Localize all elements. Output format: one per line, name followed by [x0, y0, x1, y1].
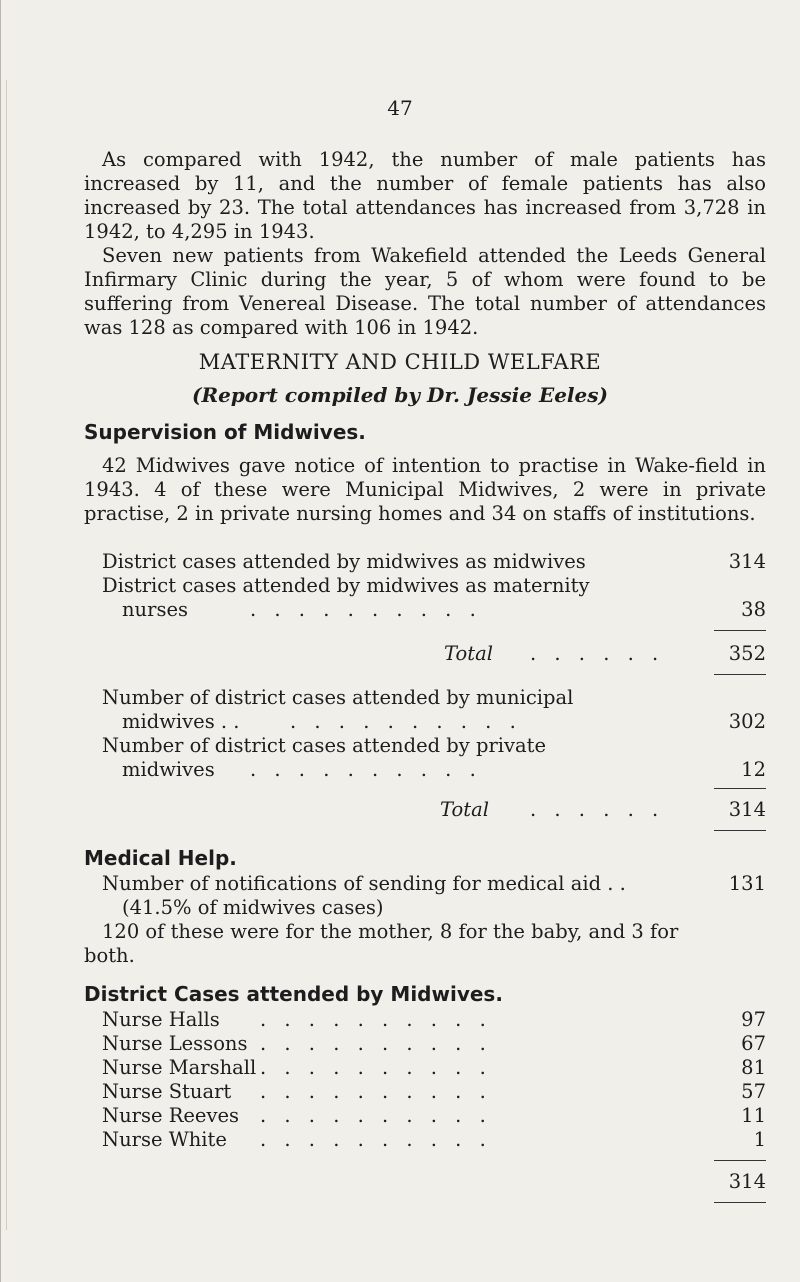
section-subheading: (Report compiled by Dr. Jessie Eeles): [192, 383, 608, 407]
row-label-continued: nurses: [122, 598, 188, 621]
total-label: Total: [444, 642, 493, 665]
medical-help-line: Number of notifications of sending for medical aid . .: [102, 872, 626, 895]
sum-rule: [714, 830, 766, 831]
row-label: District cases attended by midwives as maternity: [102, 574, 590, 597]
sum-rule: [714, 1160, 766, 1161]
sum-rule: [714, 1202, 766, 1203]
dot-leader: . . . . . . . . . .: [290, 710, 522, 733]
medical-help-title: Medical Help.: [84, 846, 237, 870]
dot-leader: . . . . . . . . . .: [250, 758, 482, 781]
dot-leader: . . . . . . . . . .: [260, 1032, 492, 1055]
supervision-text: 42 Midwives gave notice of intention to practise in Wake-field in 1943. 4 of these were Municipal Midwives, 2 were in private practise, 2 in private nursing homes and 34 on staffs of institutions.: [84, 454, 766, 525]
dot-leader: . . . . . . . . . .: [260, 1128, 492, 1151]
page-number: 47: [387, 96, 413, 120]
nurse-name: Nurse White: [102, 1128, 227, 1151]
row-value: 302: [728, 710, 766, 733]
sum-rule: [714, 788, 766, 789]
total-value: 352: [728, 642, 766, 665]
row-label: District cases attended by midwives as midwives: [102, 550, 586, 573]
dot-leader: . . . . . .: [530, 798, 665, 821]
nurse-value: 1: [753, 1128, 766, 1151]
dot-leader: . . . . . . . . . .: [250, 598, 482, 621]
medical-help-line: (41.5% of midwives cases): [122, 896, 384, 919]
nurse-value: 11: [741, 1104, 766, 1127]
medical-help-line: 120 of these were for the mother, 8 for the baby, and 3 for: [102, 920, 679, 943]
nurse-name: Nurse Halls: [102, 1008, 220, 1031]
nurse-name: Nurse Stuart: [102, 1080, 232, 1103]
row-label: Number of district cases attended by private: [102, 734, 547, 757]
nurse-name: Nurse Lessons: [102, 1032, 248, 1055]
nurse-value: 67: [741, 1032, 766, 1055]
nurse-name: Nurse Reeves: [102, 1104, 240, 1127]
nurse-name: Nurse Marshall: [102, 1056, 257, 1079]
row-value: 12: [741, 758, 766, 781]
sum-rule: [714, 630, 766, 631]
binding-shadow: [6, 80, 7, 1230]
row-label: Number of district cases attended by municipal: [102, 686, 574, 709]
total-value: 314: [728, 798, 766, 821]
medical-help-value: 131: [728, 872, 766, 895]
dot-leader: . . . . . . . . . .: [260, 1104, 492, 1127]
sum-rule: [714, 674, 766, 675]
medical-help-line: both.: [84, 944, 135, 967]
row-value: 314: [728, 550, 766, 573]
dot-leader: . . . . . . . . . .: [260, 1056, 492, 1079]
dot-leader: . . . . . . . . . .: [260, 1008, 492, 1031]
row-label-continued: midwives . .: [122, 710, 240, 733]
district-total-value: 314: [728, 1170, 766, 1193]
intro-paragraph-2: Seven new patients from Wakefield attended the Leeds General Infirmary Clinic during the year, 5 of whom were found to be suffering from Venereal Disease. The total number of attendances was 128 as compared with 106 in 1942.: [84, 244, 766, 339]
intro-paragraph-1: As compared with 1942, the number of male patients has increased by 11, and the number of female patients has also increased by 23. The total attendances has increased from 3,728 in 1942, to 4,295 in 1943.: [84, 148, 766, 243]
total-label: Total: [440, 798, 489, 821]
nurse-value: 57: [741, 1080, 766, 1103]
page-edge: [0, 0, 1, 1282]
district-cases-title: District Cases attended by Midwives.: [84, 982, 503, 1006]
dot-leader: . . . . . .: [530, 642, 665, 665]
dot-leader: . . . . . . . . . .: [260, 1080, 492, 1103]
nurse-value: 81: [741, 1056, 766, 1079]
nurse-value: 97: [741, 1008, 766, 1031]
supervision-title: Supervision of Midwives.: [84, 420, 366, 444]
row-value: 38: [741, 598, 766, 621]
row-label-continued: midwives: [122, 758, 215, 781]
section-heading: MATERNITY AND CHILD WELFARE: [198, 350, 602, 374]
